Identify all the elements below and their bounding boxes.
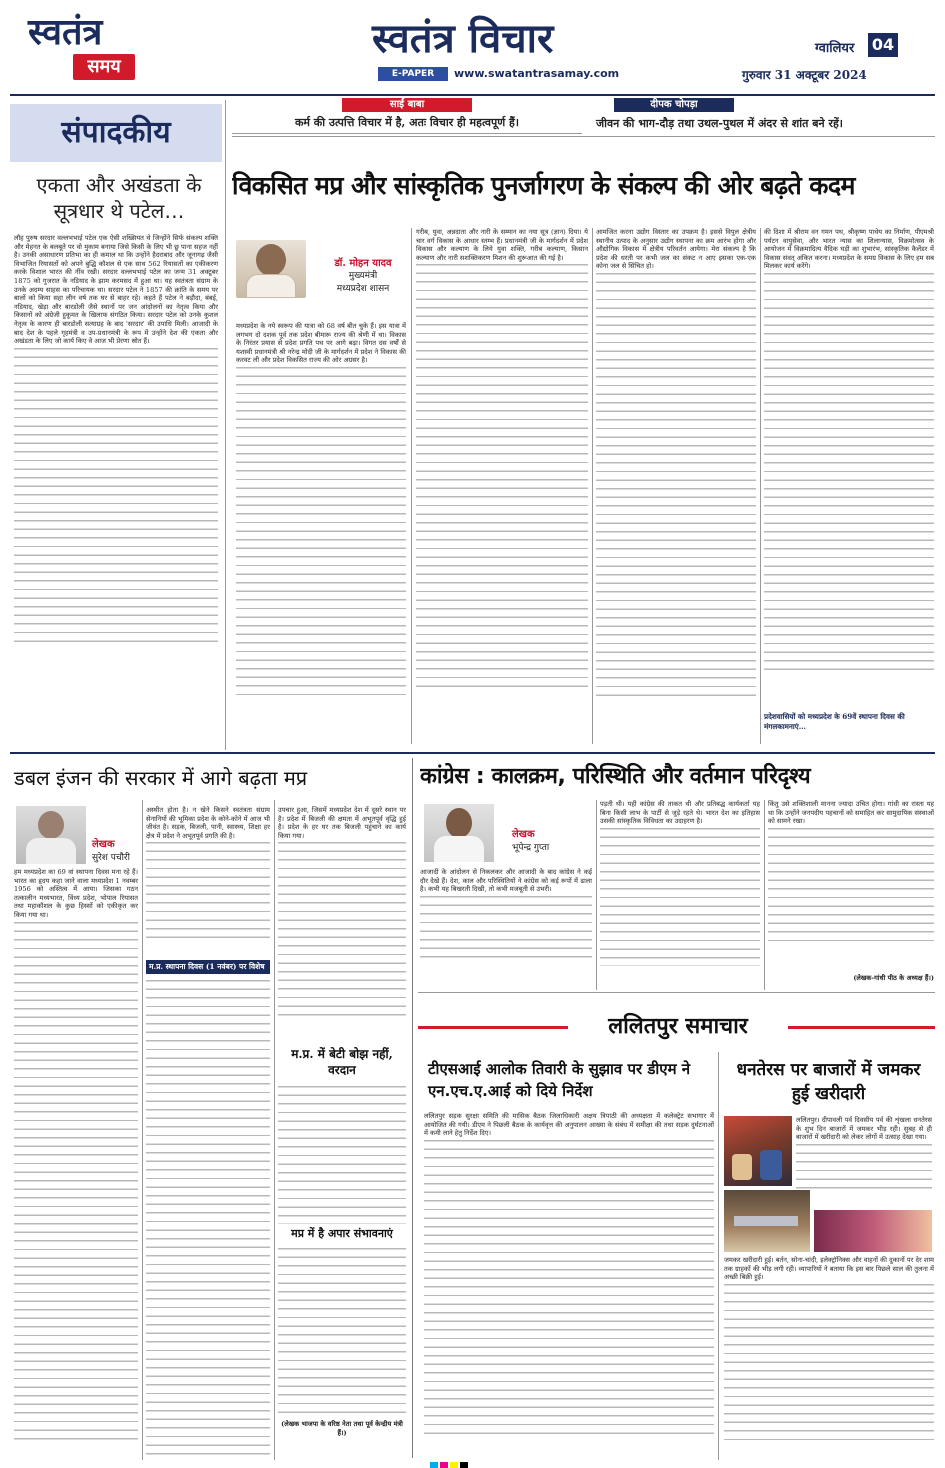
lead-col-divider-2 <box>592 228 593 744</box>
masthead-divider <box>10 94 935 96</box>
lead-col-4 <box>764 228 934 710</box>
congress-paragraph-1: आजादी के आंदोलन से निकलकर और आजादी के बाद कांग्रेस ने कई दौर देखे हैं। देश, काल और परिस्थितियों ने कांग्रेस को कई रूपों में ढाला है। कभी यह बिखरती दिखी, तो कभी मजबूती से उभरी। <box>420 868 592 894</box>
market-photo-3 <box>814 1210 932 1252</box>
lead-author-name: डॉ. मोहन यादव <box>334 258 392 269</box>
congress-paragraph-2: पड़ती थी। यही कांग्रेस की ताकत थी और प्रतिबद्ध कार्यकर्ता यह बिना किसी लाभ के पार्टी से जुड़े रहते थे। भारत देश का इतिहास उसकी सांस्कृतिक विविधता का उदाहरण है। <box>600 800 760 826</box>
quote-divider <box>232 136 935 137</box>
lalitpur-body-3 <box>724 1256 934 1458</box>
double-engine-col-1 <box>14 868 138 1458</box>
lalitpur-banner-title: ललितपुर समाचार <box>568 1010 788 1044</box>
congress-col-1 <box>420 868 592 990</box>
congress-col-2 <box>600 800 760 990</box>
market-photo-1 <box>724 1116 792 1186</box>
vertical-divider <box>412 758 413 1458</box>
double-engine-credit: (लेखक भाजपा के वरिष्ठ नेता तथा पूर्व केन्द्रीय मंत्री हैं।) <box>281 1420 403 1437</box>
double-engine-subhead-2: म.प्र. में बेटी बोझ नहीं, वरदान <box>291 1047 393 1077</box>
lalitpur-col-divider <box>718 1052 719 1460</box>
quote-box-1 <box>232 98 582 134</box>
editorial-headline: एकता और अखंडता के सूत्रधार थे पटेल… <box>36 173 202 223</box>
congress-col-divider-1 <box>596 800 597 990</box>
section-divider <box>10 752 935 754</box>
lead-col-1 <box>236 322 406 740</box>
lalitpur-paragraph-1: ललितपुर सड़क सुरक्षा समिति की मासिक बैठक जिलाधिकारी अक्षय त्रिपाठी की अध्यक्षता में कलेक्ट्रेट सभागार में आयोजित की गयी। डीएम ने पिछली बैठक के कार्यवृत्त की अनुपालन आख्या के संबंध में समीक्षा की तथा सड़क दुर्घटनाओं में कमी लाने हेतु निर्देश दिए। <box>424 1112 714 1138</box>
author-photo-pachauri <box>16 806 86 864</box>
congress-headline: कांग्रेस : कालक्रम, परिस्थिति और वर्तमान परिदृश्य <box>420 764 811 789</box>
editorial-body <box>14 234 218 744</box>
lalitpur-headline-2: धनतेरस पर बाजारों में जमकर हुई खरीदारी <box>736 1060 921 1104</box>
quote-author-1: साईं बाबा <box>342 98 472 112</box>
lead-author-org: मध्यप्रदेश शासन <box>336 284 390 294</box>
city-label: ग्वालियर <box>815 41 855 56</box>
lead-col-divider-1 <box>411 228 412 744</box>
lead-paragraph-1: मध्यप्रदेश के नये स्वरूप की यात्रा को 68 वर्ष बीत चुके हैं। इस यात्रा में लगभग दो दशक पूर्व तक प्रदेश बीमारू राज्य की श्रेणी में था। विकास के निरंतर प्रयास से प्रदेश प्रगति पथ पर आगे बढ़ा। विगत दस वर्षों से यशस्वी प्रधानमंत्री श्री नरेन्द्र मोदी जी के मार्गदर्शन में प्रदेश ने विकास की करवट ली और प्रदेश विकसित राज्य की ओर अग्रसर है। <box>236 322 406 365</box>
column-divider <box>225 100 226 750</box>
lalitpur-banner <box>418 1010 935 1044</box>
lead-closing: प्रदेशवासियों को मध्यप्रदेश के 69वें स्थापना दिवस की मंगलकामनाएं… <box>764 712 905 731</box>
congress-credit: (लेखक-गांधी पीठ के अध्यक्ष हैं।) <box>853 974 934 982</box>
epaper-label: E-PAPER <box>378 67 448 81</box>
lead-paragraph-4: की दिशा में श्रीराम वन गमन पथ, श्रीकृष्ण पाथेय का निर्माण, पीएमश्री पर्यटन वायुसेवा, और भारत न्यास का शिलान्यास, विक्रमोत्सव के आयोजन में विक्रमादित्य वैदिक घड़ी का शुभारंभ, सांस्कृतिक कैलेंडर में विकास संवत् अंकित करना। मध्यप्रदेश के समग्र विकास के लिए हम सब मिलकर कार्य करेंगे। <box>764 228 934 271</box>
congress-author-label: लेखक <box>512 829 535 840</box>
double-engine-paragraph-3: उपचार हुआ, जिसमें मध्यप्रदेश देश में दूसरे स्थान पर है। प्रदेश में बिजली की क्षमता में अभूतपूर्व वृद्धि हुई है। प्रदेश के हर घर तक बिजली पहुंचाने का कार्य किया गया। <box>278 806 406 840</box>
author-photo-gupta <box>424 804 494 862</box>
masthead-title: स्वतंत्र विचार <box>372 16 554 62</box>
double-engine-subhead-3: मप्र में है अपार संभावनाएं <box>291 1227 393 1240</box>
congress-col-divider-2 <box>764 800 765 990</box>
masthead <box>0 0 945 94</box>
double-engine-col-3 <box>278 806 406 1042</box>
quote-author-2: दीपक चोपड़ा <box>614 98 734 112</box>
lalitpur-body-1 <box>424 1112 714 1458</box>
website[interactable]: www.swatantrasamay.com <box>454 67 620 80</box>
double-engine-author-label: लेखक <box>92 839 115 850</box>
logo <box>28 12 148 84</box>
editorial-paragraph-1: लौह पुरुष सरदार वल्लभभाई पटेल एक ऐसी शख्सियत थे जिन्होंने सिर्फ संकल्प शक्ति और मेहनत के बलबूते पर वो मुकाम बनाया जिसे किसी के लिए भी छू पाना सहज नहीं है। उनकी असाधारण प्रतिभा का ही कमाल था कि उन्होंने हैदराबाद और जूनागढ़ जैसी विभाजित रियासतों को अपने बुद्धि कौशल से एक साथ 562 रियासतों का एकीकरण करके विशाल भारत की नींव रखी। सरदार वल्लभभाई पटेल का जन्म 31 अक्टूबर 1875 को गुजरात के नडियाद के झाम करमसद में हुआ था। <box>14 234 218 285</box>
lead-author-role: मुख्यमंत्री <box>348 271 378 281</box>
lalitpur-paragraph-3: जमकर खरीदारी हुई। बर्तन, सोना-चांदी, इलेक्ट्रॉनिक्स और वाहनों की दुकानों पर देर शाम तक ग्राहकों की भीड़ लगी रही। व्यापारियों ने बताया कि इस बार पिछले साल की तुलना में अच्छी बिक्री हुई। <box>724 1256 934 1282</box>
issue-date: गुरुवार 31 अक्टूबर 2024 <box>742 68 867 82</box>
lalitpur-body-2 <box>796 1116 932 1206</box>
quote-text-1: कर्म की उत्पत्ति विचार में है, अतः विचार ही महत्वपूर्ण हैं। <box>294 116 520 129</box>
lead-paragraph-3: आमजित करना उद्योग विस्तार का उपक्रम है। इससे विपुल क्षेत्रीय स्थानीय उत्पाद के अनुसार उद्योग स्थापना का क्रम आरंभ होगा और औद्योगिक विकास में क्षेत्रीय परिवर्तन आयेगा। मेरा संकल्प है कि प्रदेश की धरती पर कभी जल का संकट न आए इसका एक-एक कोना जल से सिंचित हो। <box>596 228 756 271</box>
registration-marks <box>0 1462 945 1468</box>
logo-bottom: समय <box>73 54 135 80</box>
congress-col-3 <box>768 800 934 970</box>
double-engine-col-3b <box>278 1084 406 1224</box>
lead-col-2 <box>416 228 588 740</box>
lead-col-3 <box>596 228 756 740</box>
de-col-divider-2 <box>274 800 275 1460</box>
editorial-label: संपादकीय <box>10 104 222 162</box>
double-engine-paragraph-2: अस्थीत होता है। न खेने किसने स्वतंत्रता संग्राम सेनानियों की भूमिका प्रदेश के कोने-कोने में आज भी जीवंत है। सड़क, बिजली, पानी, स्वास्थ्य, शिक्षा हर क्षेत्र में प्रदेश ने अभूतपूर्व प्रगति की है। <box>146 806 270 840</box>
de-col-divider-1 <box>142 800 143 1460</box>
editorial-paragraph-2: यह स्वतंत्रता संग्राम के उनके अदम्य साहस का परिचायक था। सरदार पटेल ने 1857 की क्रांति के समय पर बालों को किया सहा लीन वर्ष तक घर से बाहर रहे। कहते हैं पटेल ने बड़ौदा, बंबई, नडियाद, खेड़ा और बारडोली जैसे स्थानों पर जन आंदोलनों का नेतृत्व किया और किसानों को अंग्रेजी हुकूमत के खिलाफ संगठित किया। सरदार पटेल को उनके कुशल नेतृत्व के कारण ही बारडोली सत्याग्रह के बाद 'सरदार' की उपाधि मिली। आजादी के बाद देश के पहले गृहमंत्री व उप-प्रधानमंत्री के रूप में उन्होंने देश की एकता और अखंडता के लिए जो कार्य किए वे आज भी प्रेरणा स्रोत हैं। <box>14 276 218 346</box>
market-photo-2 <box>724 1190 810 1252</box>
double-engine-subhead-1: म.प्र. स्थापना दिवस (1 नवंबर) पर विशेष <box>146 960 270 974</box>
double-engine-col-3c <box>278 1246 406 1416</box>
lalitpur-paragraph-2: ललितपुर। दीपावली पर्व दिवसीय पर्व की शृंखला धनतेरस के शुभ दिन बाजारों में जमकर भीड़ रही। सुबह से ही बाजारों में खरीदारी को लेकर लोगों में उत्साह देखा गया। <box>796 1116 932 1142</box>
congress-paragraph-3: किंतु उसे शक्तिशाली मानना ज्यादा उचित होगा। गांधी का रास्ता यह था कि उन्होंने जनपदीय पहचानों को समाहित कर सामुदायिक संस्थाओं को सामने रखा। <box>768 800 934 826</box>
quote-box-2 <box>592 98 937 134</box>
lalitpur-headline-1: टीएसआई आलोक तिवारी के सुझाव पर डीएम ने एन.एच.ए.आई को दिये निर्देश <box>428 1060 691 1100</box>
double-engine-paragraph-1: हम मध्यप्रदेश का 69 वां स्थापना दिवस मना रहे हैं। भारत का हृदय कहा जाने वाला मध्यप्रदेश 1 नवम्बर 1956 को अस्तित्व में आया। जिसका गठन तत्कालीन मध्यभारत, विंध्य प्रदेश, भोपाल रियासत तथा महाकौशल के कुछ हिस्सों को एकीकृत कर किया गया था। <box>14 868 138 919</box>
congress-author-name: भूपेन्द्र गुप्ता <box>512 843 550 853</box>
lead-paragraph-2: गरीब, युवा, अन्नदाता और नारी के सम्मान का नया सूत्र (ज्ञान) दिया। ये चार वर्ग विकास के आधार स्तम्भ हैं। प्रधानमंत्री जी के मार्गदर्शन में प्रदेश विकास और कल्याण के लिये युवा शक्ति, गरीब कल्याण, किसान कल्याण और नारी सशक्तिकरण मिशन की शुरूआत की गई है। <box>416 228 588 262</box>
double-engine-headline: डबल इंजन की सरकार में आगे बढ़ता मप्र <box>14 766 308 790</box>
double-engine-col-2 <box>146 806 270 956</box>
double-engine-col-2b <box>146 978 270 1458</box>
lead-headline: विकसित मप्र और सांस्कृतिक पुनर्जागरण के संकल्प की ओर बढ़ते कदम <box>232 171 855 200</box>
editorial-section <box>10 102 222 750</box>
lead-col-divider-3 <box>760 228 761 744</box>
congress-bottom-rule <box>418 992 935 993</box>
logo-top: स्वतंत्र <box>28 11 103 53</box>
page-number: 04 <box>868 33 898 57</box>
double-engine-author-name: सुरेश पचौरी <box>92 853 130 863</box>
quote-text-2: जीवन की भाग-दौड़ तथा उथल-पुथल में अंदर से शांत बने रहें। <box>596 117 843 130</box>
author-photo-yadav <box>236 240 306 298</box>
